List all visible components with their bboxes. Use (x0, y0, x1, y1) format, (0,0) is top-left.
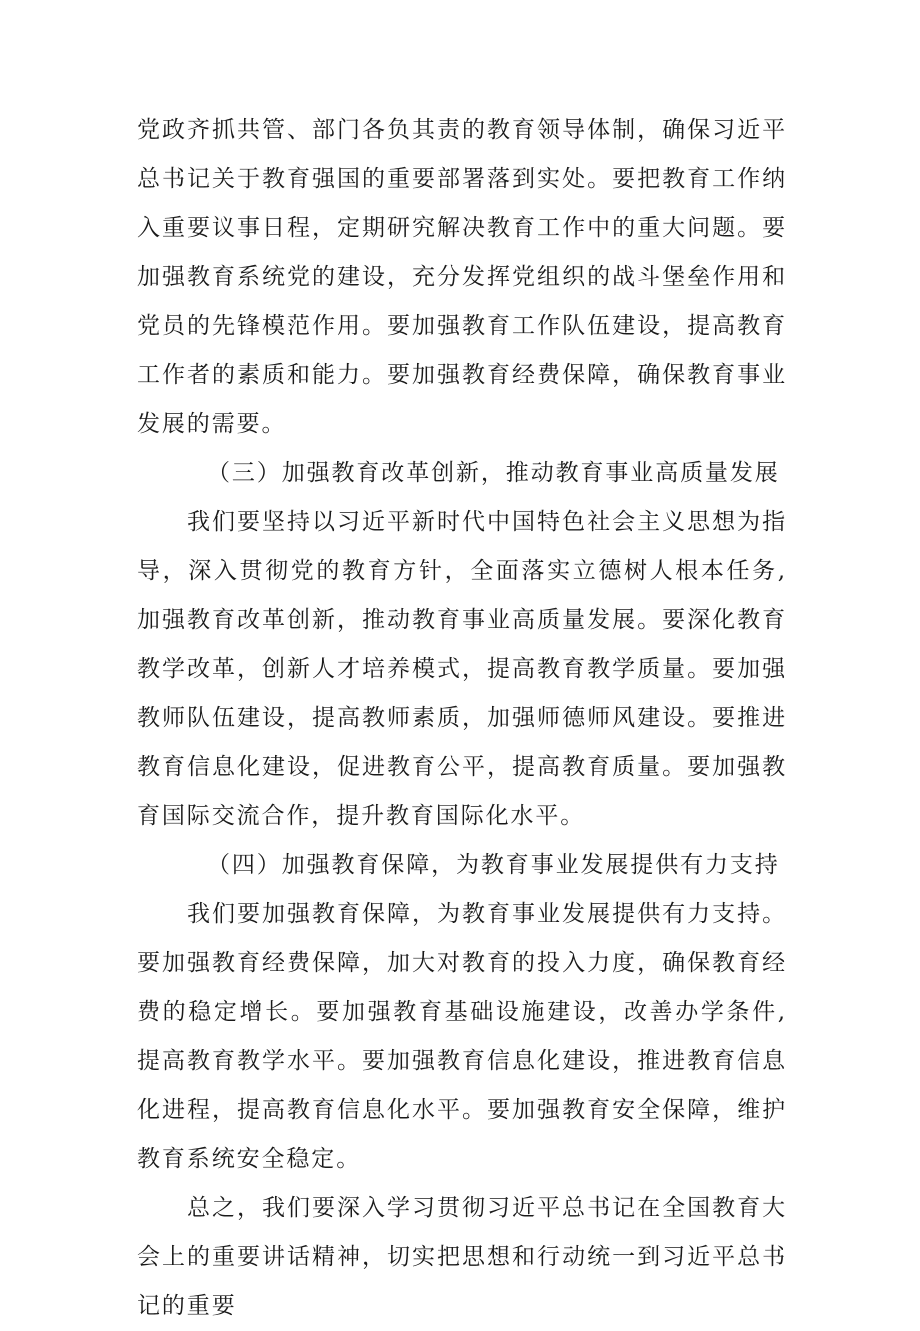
body-paragraph-2: 我们要坚持以习近平新时代中国特色社会主义思想为指导，深入贯彻党的教育方针，全面落实立德树人根本任务,加强教育改革创新，推动教育事业高质量发展。要深化教育教学改革，创新人才培养模式，提高教育教学质量。要加强教师队伍建设，提高教师素质，加强师德师风建设。要推进教育信息化建设，促进教育公平，提高教育质量。要加强教育国际交流合作，提升教育国际化水平。 (137, 509, 787, 829)
body-paragraph-3: 我们要加强教育保障，为教育事业发展提供有力支持。要加强教育经费保障，加大对教育的投入力度，确保教育经费的稳定增长。要加强教育基础设施建设，改善办学条件,提高教育教学水平。要加强教育信息化建设，推进教育信息化进程，提高教育信息化水平。要加强教育安全保障，维护教育系统安全稳定。 (137, 901, 787, 1172)
body-paragraph-4: 总之，我们要深入学习贯彻习近平总书记在全国教育大会上的重要讲话精神，切实把思想和行动统一到习近平总书记的重要 (137, 1195, 787, 1319)
body-paragraph-1: 党政齐抓共管、部门各负其责的教育领导体制，确保习近平总书记关于教育强国的重要部署落到实处。要把教育工作纳入重要议事日程，定期研究解决教育工作中的重大问题。要加强教育系统党的建设，充分发挥党组织的战斗堡垒作用和党员的先锋模范作用。要加强教育工作队伍建设，提高教育工作者的素质和能力。要加强教育经费保障，确保教育事业发展的需要。 (137, 117, 787, 437)
document-page (137, 106, 787, 1331)
section-heading-3: （三）加强教育改革创新，推动教育事业高质量发展 (207, 460, 780, 486)
section-heading-4: （四）加强教育保障，为教育事业发展提供有力支持 (207, 852, 780, 878)
